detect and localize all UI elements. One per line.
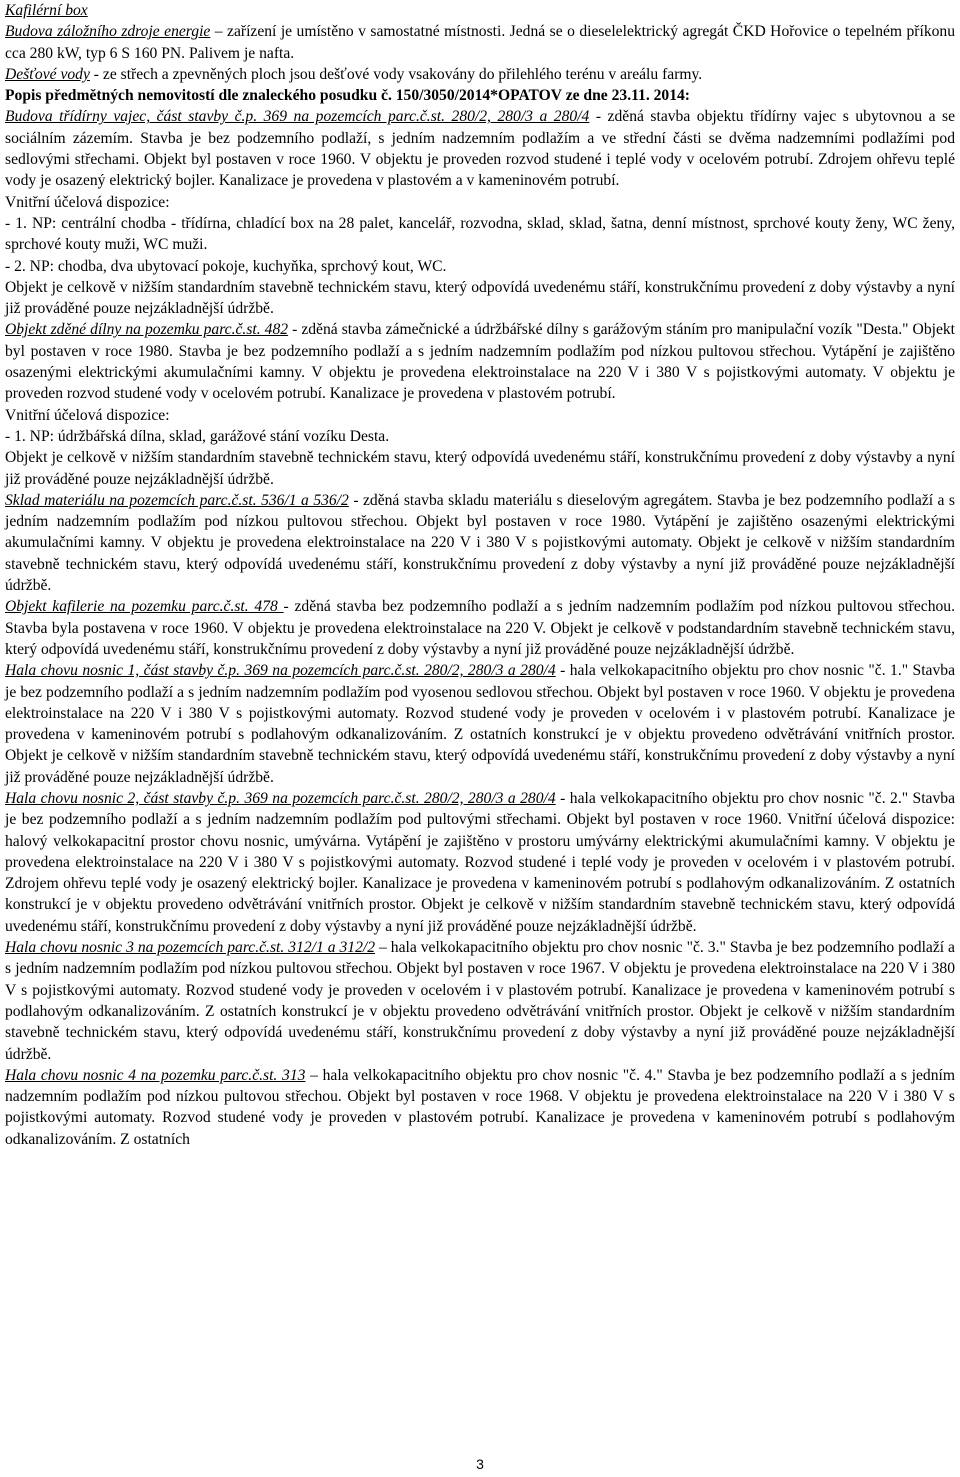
text-run: – hala velkokapacitního objektu pro chov nosnic "č. 3." Stavba je bez podzemního podlaží a s jedním nadzemním podlažím pod nízkou pultovou střechou. Objekt byl postaven v roce 1967. V objektu je provedena elektroinstalace na 220 V i 380 V s pojistkovými automaty. Rozvod studené vody je proveden v ocelovém i v plastovém potrubí. Kanalizace je provedena v kameninovém potrubí s podlahovým odkanalizováním. Z ostatních konstrukcí je v objektu provedeno odvětrávání vnitřních prostor. Objekt je celkově v nižším standardním stavebně technickém stavu, který odpovídá uvedenému stáří, konstrukčnímu provedení z doby výstavby a nyní již prováděné pouze nejzákladnější údržbě. [5,939,955,1063]
underlined-heading-text: Budova třídírny vajec, část stavby č.p. 369 na pozemcích parc.č.st. 280/2, 280/3 a 280/4 [5,108,590,126]
label-vnitrni-dispozice [5,192,955,213]
paragraph-sklad-materialu [5,490,955,596]
label-vnitrni-dispozice [5,405,955,426]
text-run: – zařízení je umístěno v samostatné místnosti. Jedná se o dieselelektrický agregát ČKD Hořovice o tepelném příkonu cca 280 kW, typ 6 S 160 PN. Palivem je nafta. [5,23,956,62]
text-run: - hala velkokapacitního objektu pro chov nosnic "č. 1." Stavba je bez podzemního podlaží a s jedním nadzemním podlažím pod vyosenou sedlovou střechou. Objekt byl postaven v roce 1960. V objektu je provedena elektroinstalace na 220 V i 380 V s pojistkovými automaty. Rozvod studené vody je proveden v ocelovém i v plastovém potrubí. Kanalizace je provedena v kameninovém potrubí s podlahovým odkanalizováním. Z ostatních konstrukcí je v objektu provedeno odvětrávání vnitřních prostor. Objekt je celkově v nižším standardním stavebně technickém stavu, který odpovídá uvedenému stáří, konstrukčnímu provedení z doby výstavby a nyní již prováděné pouze nejzákladnější údržbě. [5,662,955,786]
paragraph-stav-objektu [5,277,955,320]
paragraph-objekt-dilny [5,319,955,404]
underlined-heading-text: Hala chovu nosnic 4 na pozemku parc.č.st. 313 [5,1066,306,1084]
paragraph-destove-vody [5,64,955,85]
paragraph-hala-nosnic-4 [5,1065,955,1150]
text-run: Objekt je celkově v nižším standardním stavebně technickém stavu, který odpovídá uvedenému stáří, konstrukčnímu provedení z doby výstavby a nyní již prováděné pouze nejzákladnější údržbě. [5,278,955,318]
heading-popis-nemovitosti [5,85,955,106]
underlined-heading-text: Hala chovu nosnic 1, část stavby č.p. 369 na pozemcích parc.č.st. 280/2, 280/3 a 280/4 [5,662,556,680]
underlined-heading-text: Objekt zděné dílny na pozemku parc.č.st. 482 [5,321,289,339]
list-item-1np [5,426,955,447]
document-body [5,0,955,1150]
paragraph-hala-nosnic-1 [5,660,955,788]
underlined-heading-text: Kafilérní box [5,2,88,19]
text-run: - zděná stavba objektu třídírny vajec s ubytovnou a se sociálním zázemím. Stavba je bez podzemního podlaží, s jedním nadzemním podlažím a ve střední části se dvěma nadzemními podlažími pod sedlovými střechami. Objekt byl postaven v roce 1960. V objektu je proveden rozvod studené i teplé vody v ocelovém potrubí. Zdrojem ohřevu teplé vody je osazený elektrický bojler. Kanalizace je provedena v plastovém a v kameninovém potrubí. [5,108,955,190]
underlined-heading-text: Budova záložního zdroje energie [5,23,211,41]
paragraph-hala-nosnic-2 [5,788,955,937]
paragraph-zalozni-zdroj [5,21,955,64]
page-number: 3 [476,1456,484,1472]
text-run: - ze střech a zpevněných ploch jsou dešťové vody vsakovány do přilehlého terénu v areálu farmy. [89,65,703,83]
text-run: – hala velkokapacitního objektu pro chov nosnic "č. 4." Stavba je bez podzemního podlaží a s jedním nadzemním podlažím pod nízkou pultovou střechou. Objekt byl postaven v roce 1968. V objektu je provedena elektroinstalace na 220 V i 380 V s pojistkovými automaty. Rozvod studené vody je proveden v plastovém potrubí. Kanalizace je provedena v kameninovém potrubí s podlahovým odkanalizováním. Z ostatních [5,1066,955,1148]
underlined-heading-text: Dešťové vody [5,65,90,83]
text-run: - zděná stavba skladu materiálu s dieselovým agregátem. Stavba je bez podzemního podlaží a s jedním nadzemním podlažím pod nízkou pultovou střechou. Objekt byl postaven v roce 1980. Vytápění je zajištěno osazenými elektrickými akumulačními kamny. V objektu je provedena elektroinstalace na 220 V i 380 V s pojistkovými automaty. Objekt je celkově v nižším standardním stavebně technickém stavu, který odpovídá uvedenému stáří, konstrukčnímu provedení z doby výstavby a nyní již prováděné pouze nejzákladnější údržbě. [5,491,956,595]
underlined-heading-text: Hala chovu nosnic 3 na pozemcích parc.č.st. 312/1 a 312/2 [5,939,376,957]
text-run: - hala velkokapacitního objektu pro chov nosnic "č. 2." Stavba je bez podzemního podlaží a s jedním nadzemním podlažím pod pultovými střechami. Objekt byl postaven v roce 1960. Vnitřní účelová dispozice: halový velkokapacitní prostor chovu nosnic, umývárna. Vytápění je zajištěno v prostoru umývárny elektrickými akumulačními kamny. V objektu je provedena elektroinstalace na 220 V i 380 V s pojistkovými automaty. Rozvod studené i teplé vody je proveden v ocelovém i v plastovém potrubí. Zdrojem ohřevu teplé vody je osazený elektrický bojler. Kanalizace je provedena v kameninovém potrubí s podlahovým odkanalizováním. Z ostatních konstrukcí je v objektu provedeno odvětrávání vnitřních prostor. Objekt je celkově v nižším standardním stavebně technickém stavu, který odpovídá uvedenému stáří, konstrukčnímu provedení z doby výstavby a nyní již prováděné pouze nejzákladnější údržbě. [5,789,955,935]
text-run: Popis předmětných nemovitostí dle znaleckého posudku č. 150/3050/2014*OPATOV ze dne 23.11. 2014: [5,87,690,105]
text-run: Objekt je celkově v nižším standardním stavebně technickém stavu, který odpovídá uvedenému stáří, konstrukčnímu provedení z doby výstavby a nyní již prováděné pouze nejzákladnější údržbě. [5,449,955,488]
paragraph-hala-nosnic-3 [5,937,955,1065]
text-run: - 2. NP: chodba, dva ubytovací pokoje, kuchyňka, sprchový kout, WC. [5,257,447,275]
underlined-heading-text: Hala chovu nosnic 2, část stavby č.p. 369 na pozemcích parc.č.st. 280/2, 280/3 a 280/4 [5,789,556,807]
underlined-heading-text: Objekt kafilerie na pozemku parc.č.st. 478 [5,598,284,616]
paragraph-stav-objektu [5,447,955,490]
paragraph-budova-tridirny [5,106,955,191]
underlined-heading-text: Sklad materiálu na pozemcích parc.č.st. 536/1 a 536/2 [5,491,349,509]
list-item-2np [5,256,955,277]
section-heading-kafilerni-box [5,0,955,21]
text-run: - 1. NP: centrální chodba - třídírna, chladící box na 28 palet, kancelář, rozvodna, sklad, sklad, šatna, denní místnost, sprchové kouty ženy, WC ženy, sprchové kouty muži, WC muži. [5,214,955,254]
text-run: Vnitřní účelová dispozice: [5,406,170,424]
text-run: - zděná stavba bez podzemního podlaží a s jedním nadzemním podlažím pod nízkou pultovou střechou. Stavba byla postavena v roce 1960. V objektu je provedena elektroinstalace na 220 V. Objekt je celkově v podstandardním stavebně technickém stavu, který odpovídá uvedenému stáří, konstrukčnímu provedení z doby výstavby a nyní již prováděné pouze nejzákladnější údržbě. [5,598,956,658]
text-run: Vnitřní účelová dispozice: [5,193,170,211]
text-run: - zděná stavba zámečnické a údržbářské dílny s garážovým stáním pro manipulační vozík "Desta." Objekt byl postaven v roce 1980. Stavba je bez podzemního podlaží a s jedním nadzemním podlažím pod nízkou pultovou střechou. Vytápění je zajištěno osazenými elektrickými akumulačními kamny. V objektu je provedena elektroinstalace na 220 V i 380 V s pojistkovými automaty. V objektu je proveden rozvod studené vody v ocelovém potrubí. Kanalizace je provedena v plastovém potrubí. [5,321,955,403]
paragraph-objekt-kafilerie [5,596,955,660]
list-item-1np [5,213,955,256]
text-run: - 1. NP: údržbářská dílna, sklad, garážové stání vozíku Desta. [5,427,390,445]
